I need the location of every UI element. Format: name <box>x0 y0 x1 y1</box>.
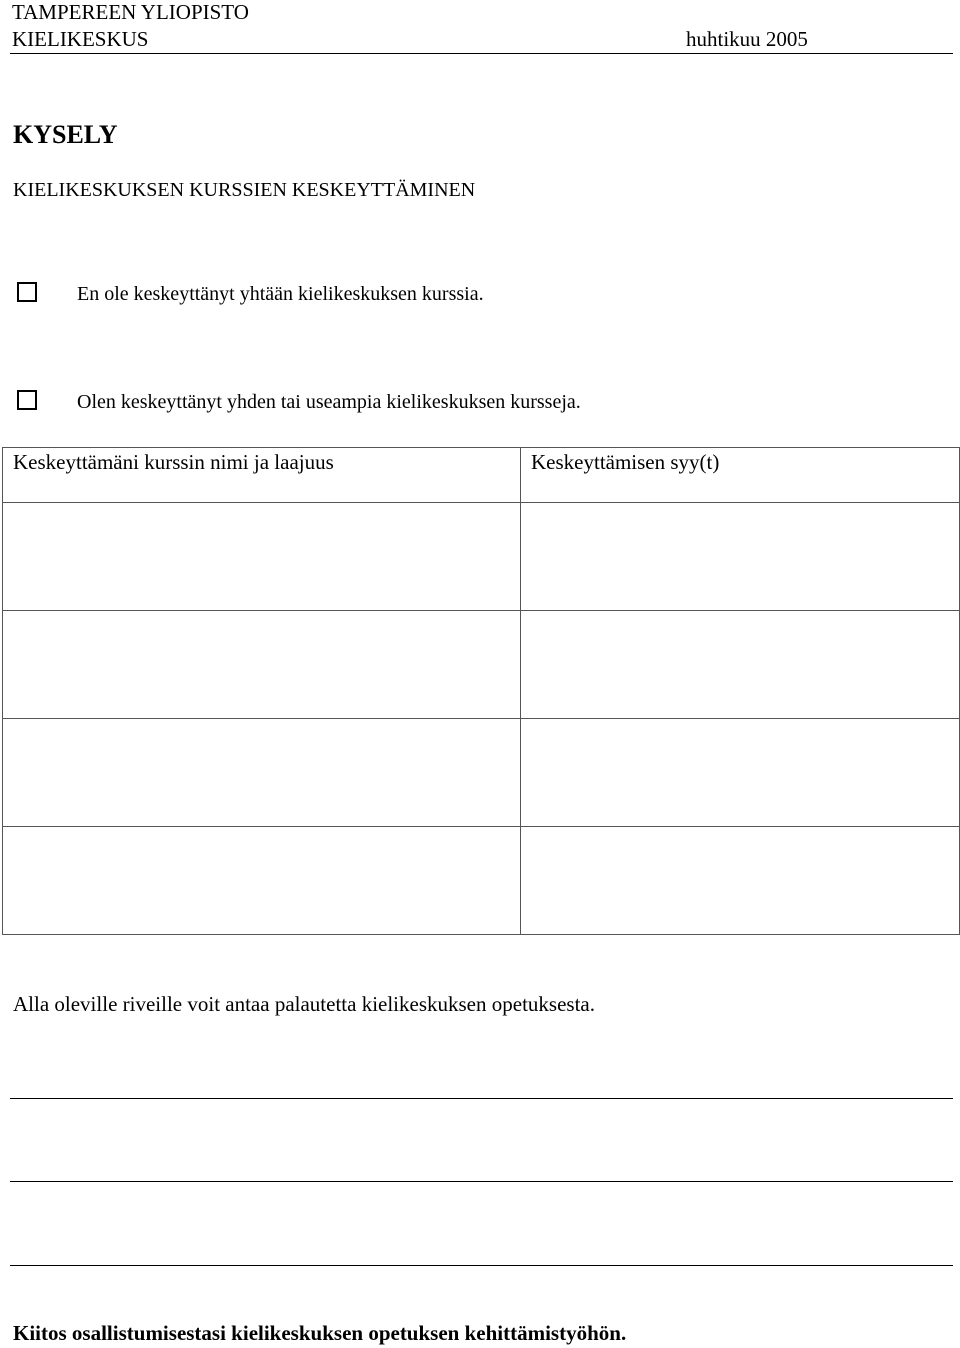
option-not-interrupted-checkbox[interactable] <box>17 282 37 302</box>
reason-column-header: Keskeyttämisen syy(t) <box>521 448 960 503</box>
feedback-prompt: Alla oleville riveille voit antaa palautetta kielikeskuksen opetuksesta. <box>13 992 595 1016</box>
header-divider <box>10 53 953 54</box>
reason-cell[interactable] <box>521 503 960 611</box>
page-title: KYSELY <box>13 120 118 149</box>
reason-cell[interactable] <box>521 827 960 935</box>
thanks-note: Kiitos osallistumisestasi kielikeskuksen opetuksen kehittämistyöhön. <box>13 1321 627 1345</box>
table-row <box>3 503 960 611</box>
page-subtitle: KIELIKESKUKSEN KURSSIEN KESKEYTTÄMINEN <box>13 179 476 201</box>
option-interrupted-checkbox[interactable] <box>17 390 37 410</box>
feedback-line[interactable] <box>10 1098 953 1099</box>
feedback-line[interactable] <box>10 1265 953 1266</box>
university-name: TAMPEREEN YLIOPISTO <box>12 0 249 24</box>
table-row <box>3 719 960 827</box>
course-name-cell[interactable] <box>3 827 521 935</box>
document-date: huhtikuu 2005 <box>686 27 808 51</box>
option-interrupted-label: Olen keskeyttänyt yhden tai useampia kielikeskuksen kursseja. <box>77 391 581 413</box>
interrupted-courses-table <box>2 447 960 935</box>
feedback-line[interactable] <box>10 1181 953 1182</box>
option-not-interrupted-label: En ole keskeyttänyt yhtään kielikeskuksen kurssia. <box>77 283 484 305</box>
table-row <box>3 611 960 719</box>
table-row <box>3 827 960 935</box>
course-name-column-header: Keskeyttämäni kurssin nimi ja laajuus <box>3 448 521 503</box>
course-name-cell[interactable] <box>3 503 521 611</box>
table-header-row <box>3 448 960 503</box>
course-name-cell[interactable] <box>3 719 521 827</box>
unit-name: KIELIKESKUS <box>12 27 149 51</box>
course-name-cell[interactable] <box>3 611 521 719</box>
reason-cell[interactable] <box>521 719 960 827</box>
reason-cell[interactable] <box>521 611 960 719</box>
